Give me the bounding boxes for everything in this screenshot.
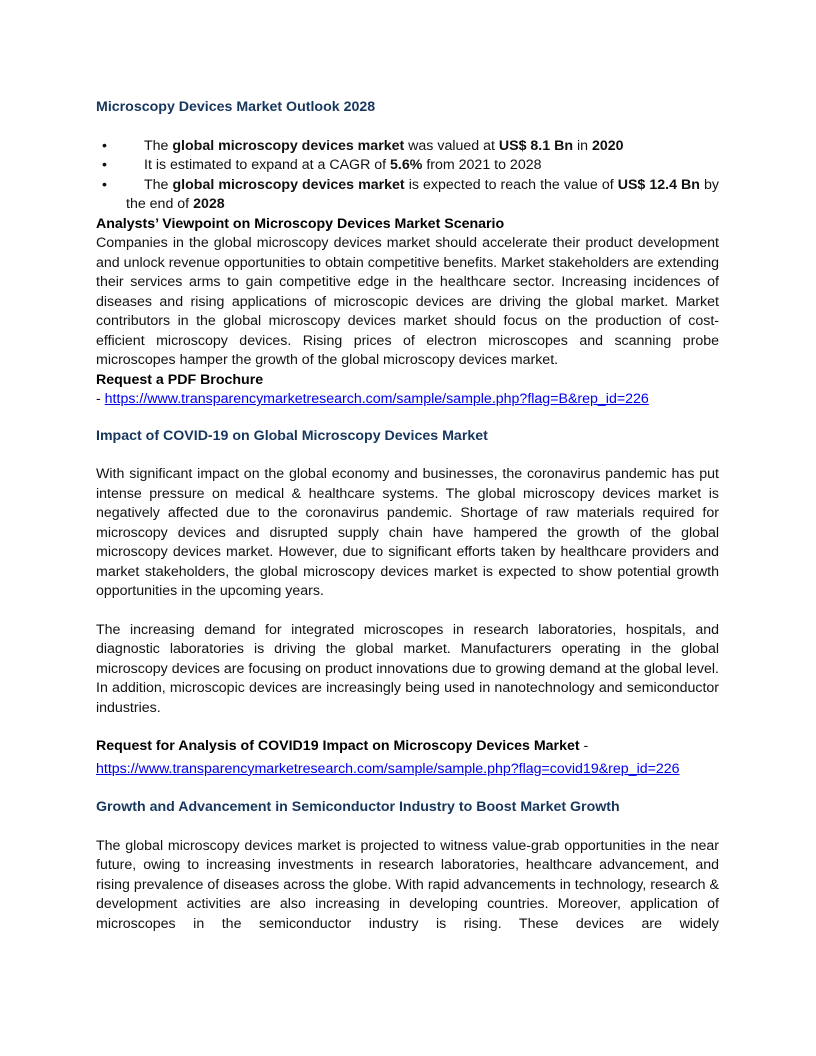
document-page <box>96 96 719 934</box>
bullet-icon: • <box>102 157 107 173</box>
analysts-viewpoint-heading: Analysts’ Viewpoint on Microscopy Devices Market Scenario <box>96 215 505 232</box>
covid-impact-paragraph-1: With significant impact on the global economy and businesses, the coronavirus pandemic has put intense pressure on medical & healthcare systems. The global microscopy devices market is negatively affected due to the coronavirus pandemic. Shortage of raw materials required for microscopy devices and disrupted supply chain have hampered the growth of the global microscopy devices market. However, due to significant efforts taken by healthcare providers and market stakeholders, the global microscopy devices market is expected to show potential growth opportunities in the upcoming years. <box>96 466 719 599</box>
analysts-viewpoint-paragraph: Companies in the global microscopy devices market should accelerate their product development and unlock revenue opportunities to obtain competitive benefits. Market stakeholders are extending their services arms to gain competitive edge in the healthcare sector. Increasing incidences of diseases and rising applications of microscopic devices are driving the global market. Market contributors in the global microscopy devices market should focus on the production of cost-efficient microscopy devices. Rising prices of electron microscopes and scanning probe microscopes hamper the growth of the global microscopy devices market. <box>96 235 719 368</box>
page-title: Microscopy Devices Market Outlook 2028 <box>96 99 376 115</box>
covid-impact-paragraph-2: The increasing demand for integrated microscopes in research laboratories, hospitals, and diagnostic laboratories is driving the global market. Manufacturers operating in the global microscopy devices are focusing on product innovations due to growing demand at the global level. In addition, microscopic devices are increasingly being used in nanotechnology and semiconductor industries. <box>96 621 719 716</box>
list-item: • It is estimated to expand at a CAGR of 5.6% from 2021 to 2028 <box>96 156 719 176</box>
pdf-brochure-line: - https://www.transparencymarketresearch.com/sample/sample.php?flag=B&rep_id=226 <box>96 391 649 407</box>
covid-analysis-request-label: Request for Analysis of COVID19 Impact on Microscopy Devices Market <box>96 738 580 754</box>
key-facts-list <box>96 137 719 215</box>
growth-heading: Growth and Advancement in Semiconductor Industry to Boost Market Growth <box>96 799 620 815</box>
bullet-icon: • <box>102 137 107 154</box>
pdf-brochure-link[interactable]: https://www.transparencymarketresearch.com/sample/sample.php?flag=B&rep_id=226 <box>104 391 649 407</box>
list-item: • The global microscopy devices market was valued at US$ 8.1 Bn in 2020 <box>96 137 719 157</box>
covid-impact-heading: Impact of COVID-19 on Global Microscopy Devices Market <box>96 427 488 444</box>
list-item: • The global microscopy devices market is expected to reach the value of US$ 12.4 Bn by the end of 2028 <box>102 176 719 212</box>
bullet-icon: • <box>102 176 107 193</box>
pdf-brochure-heading: Request a PDF Brochure <box>96 371 264 388</box>
covid-analysis-request: Request for Analysis of COVID19 Impact on Microscopy Devices Market - <box>96 738 589 754</box>
growth-paragraph: The global microscopy devices market is projected to witness value-grab opportunities in the near future, owing to increasing investments in research laboratories, healthcare advancement, and rising prevalence of diseases across the globe. With rapid advancements in technology, research & development activities are also increasing in developing countries. Moreover, application of microscopes in the semiconductor industry is rising. These devices are widely <box>96 837 719 932</box>
covid-analysis-link[interactable]: https://www.transparencymarketresearch.com/sample/sample.php?flag=covid19&rep_id=226 <box>96 760 680 777</box>
